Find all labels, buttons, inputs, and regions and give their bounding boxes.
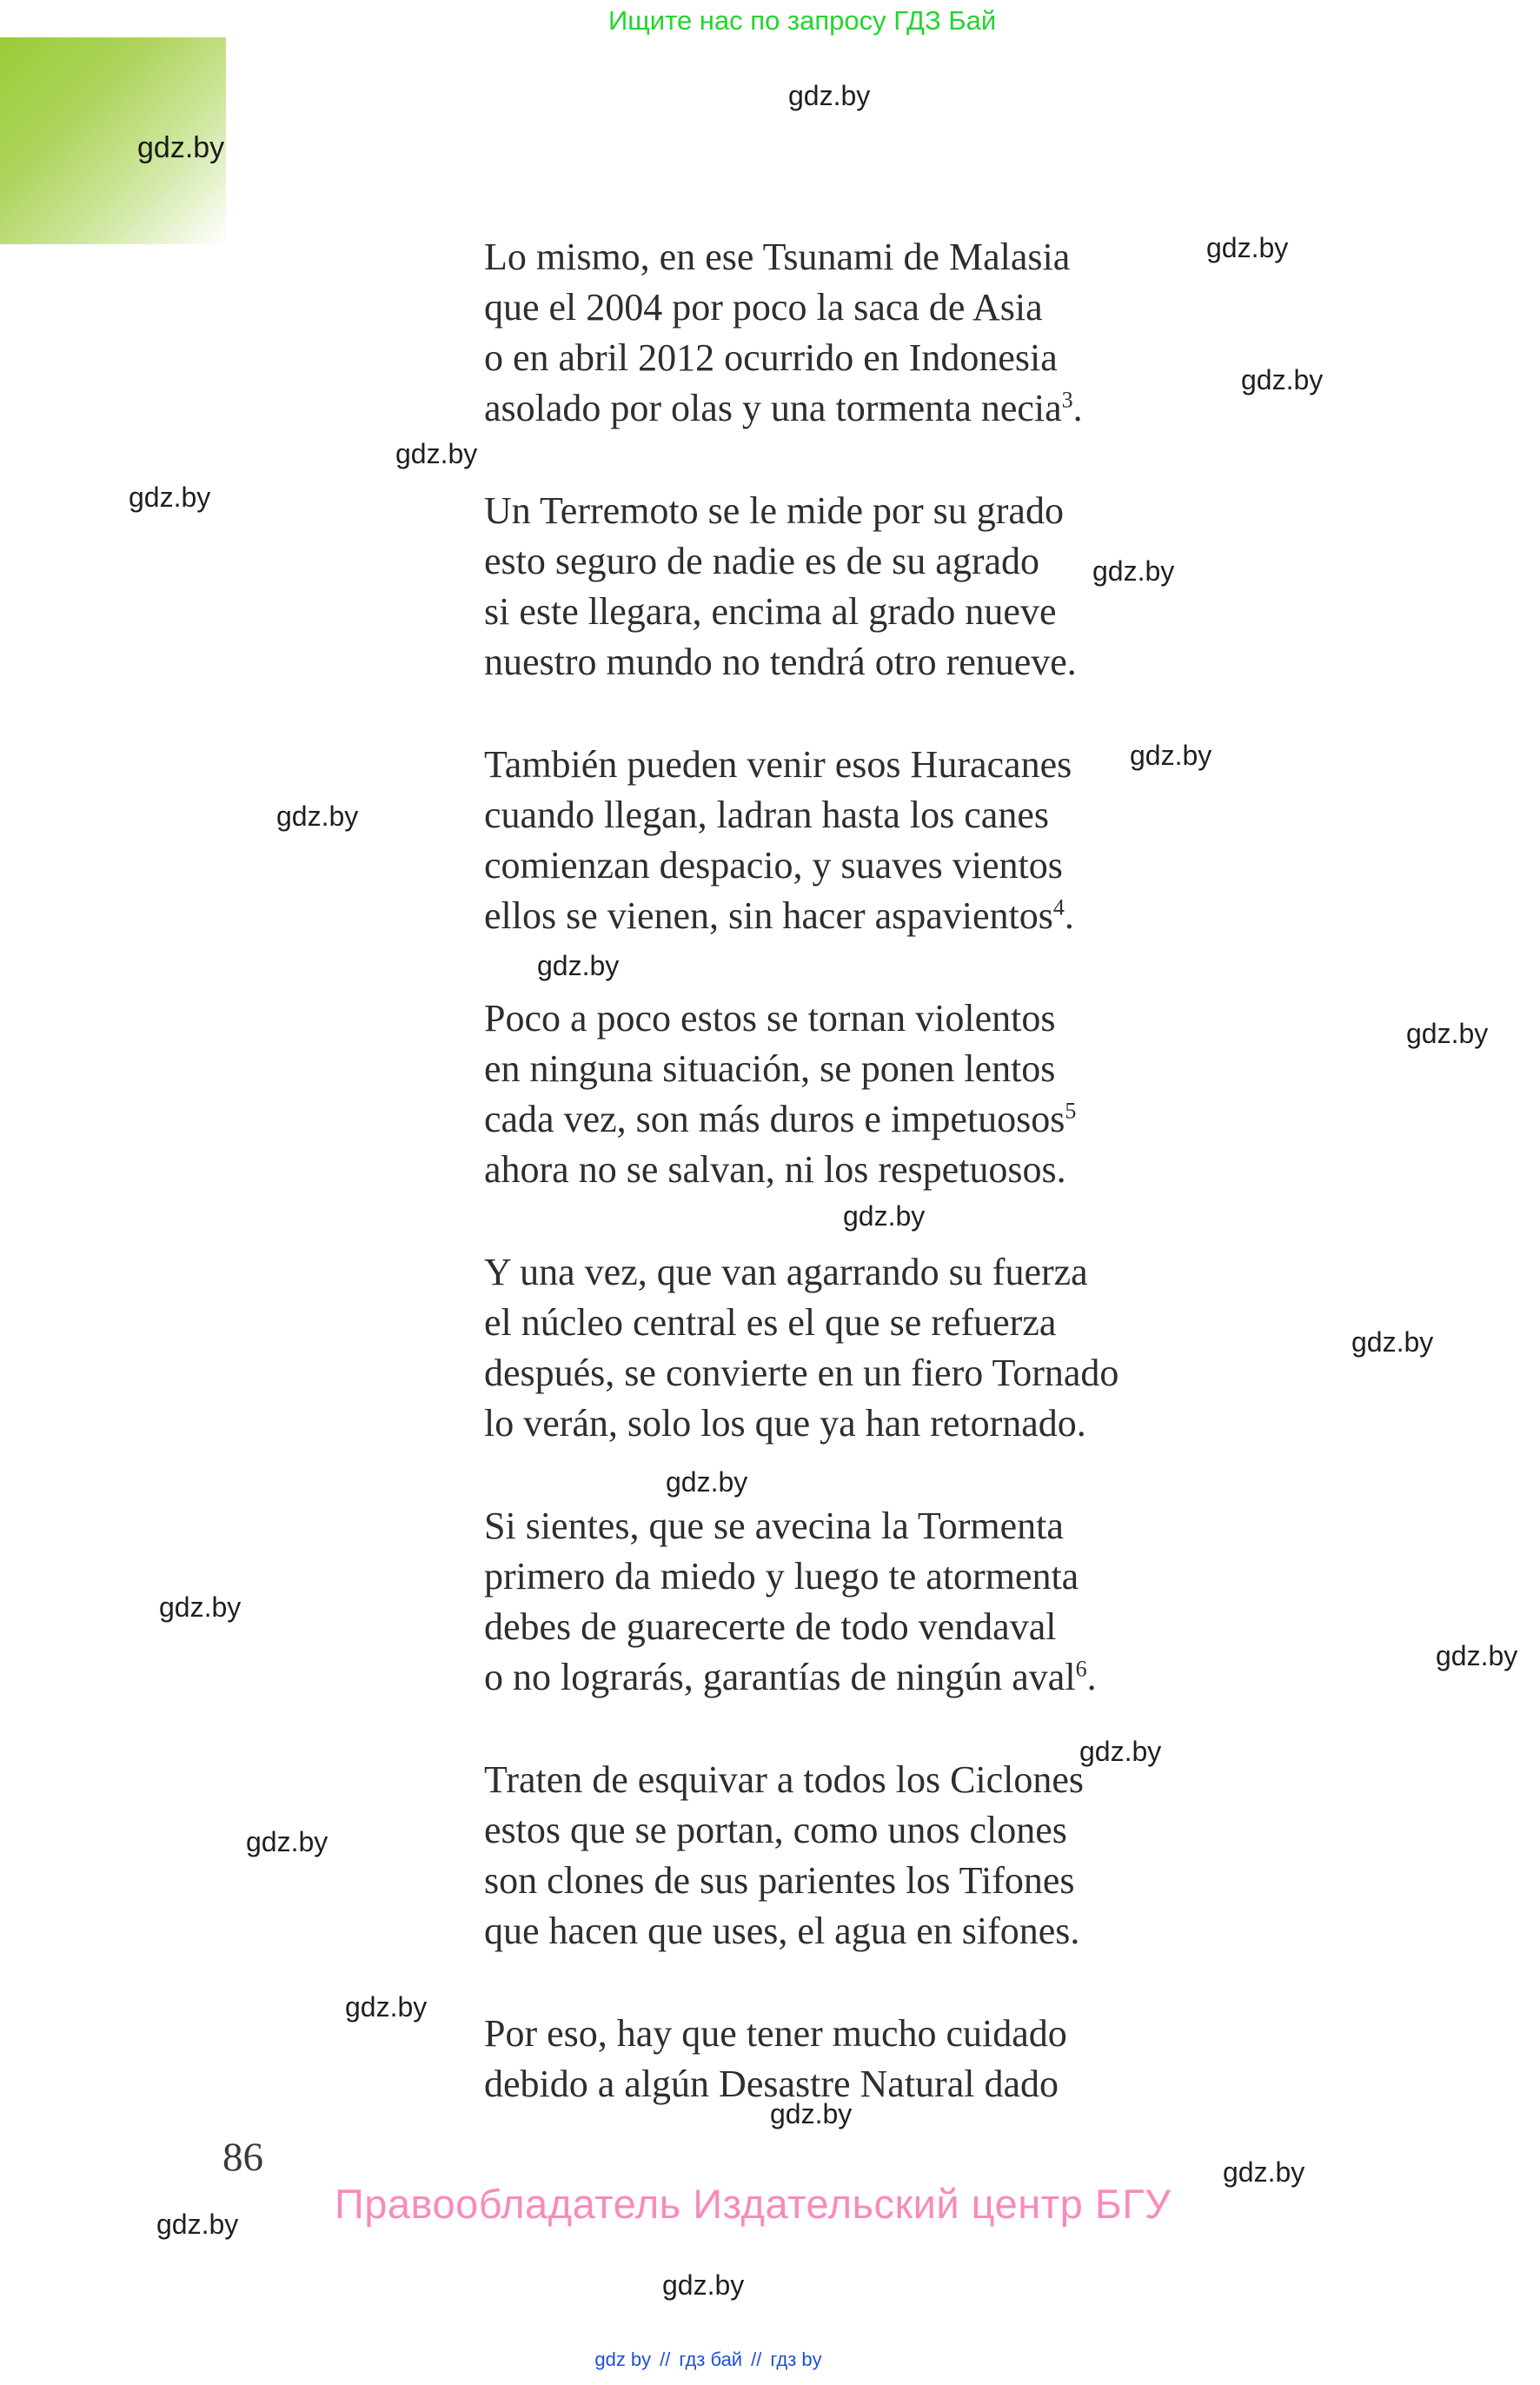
poem-line: asolado por olas y una tormenta necia$^3$. bbox=[484, 387, 1083, 429]
poem-line: Traten de esquivar a todos los Ciclones bbox=[484, 1758, 1085, 1801]
poem-stanza bbox=[484, 1247, 1118, 1449]
poem-stanza bbox=[484, 993, 1076, 1195]
footnote-ref: 5 bbox=[1065, 1098, 1077, 1124]
footnote-ref: 3 bbox=[1061, 387, 1073, 413]
gdz-watermark: gdz.by bbox=[1436, 1640, 1518, 1671]
poem-stanza bbox=[484, 1755, 1084, 1956]
poem-line: comienzan despacio, y suaves vientos bbox=[484, 844, 1063, 887]
footnote-ref: 4 bbox=[1052, 894, 1065, 920]
gdz-logo-box bbox=[0, 37, 226, 244]
gdz-watermark: gdz.by bbox=[666, 1466, 748, 1498]
gdz-watermark: gdz.by bbox=[129, 482, 211, 513]
poem-line: cuando llegan, ladran hasta los canes bbox=[484, 794, 1049, 836]
poem-line: el núcleo central es el que se refuerza bbox=[484, 1301, 1057, 1344]
poem-line: ellos se vienen, sin hacer aspavientos$^4$. bbox=[484, 894, 1074, 937]
gdz-watermark: gdz.by bbox=[843, 1200, 926, 1232]
gdz-watermark: gdz.by bbox=[1406, 1018, 1489, 1049]
gdz-watermark: gdz.by bbox=[1351, 1326, 1434, 1358]
gdz-watermark: gdz.by bbox=[156, 2209, 239, 2240]
footnote-ref: 6 bbox=[1075, 1656, 1087, 1682]
poem-line: Y una vez, que van agarrando su fuerza bbox=[484, 1251, 1088, 1293]
poem-line: nuestro mundo no tendrá otro renueve. bbox=[484, 641, 1077, 683]
poem-line: debido a algún Desastre Natural dado bbox=[484, 2063, 1059, 2105]
poem-line: que hacen que uses, el agua en sifones. bbox=[484, 1910, 1080, 1952]
poem-stanza bbox=[484, 2009, 1067, 2109]
poem-line: También pueden venir esos Huracanes bbox=[484, 743, 1072, 786]
poem-line: en ninguna situación, se ponen lentos bbox=[484, 1047, 1056, 1090]
footer-link[interactable]: gdz by bbox=[594, 2348, 652, 2370]
footer-separator: // bbox=[751, 2348, 762, 2370]
gdz-watermark: gdz.by bbox=[1223, 2156, 1305, 2188]
poem-line: debes de guarecerte de todo vendaval bbox=[484, 1605, 1057, 1648]
gdz-watermark: gdz.by bbox=[1079, 1736, 1162, 1767]
poem-line: Lo mismo, en ese Tsunami de Malasia bbox=[484, 236, 1071, 278]
poem-line: primero da miedo y luego te atormenta bbox=[484, 1555, 1079, 1598]
footer-links bbox=[548, 2348, 869, 2371]
gdz-watermark: gdz.by bbox=[662, 2269, 745, 2301]
page-number: 86 bbox=[222, 2135, 263, 2180]
poem-stanza bbox=[484, 232, 1083, 434]
footer-link[interactable]: гдз by bbox=[770, 2348, 822, 2370]
poem-line: que el 2004 por poco la saca de Asia bbox=[484, 286, 1043, 329]
gdz-watermark: gdz.by bbox=[345, 1991, 428, 2023]
poem-line: ahora no se salvan, ni los respetuosos. bbox=[484, 1148, 1066, 1191]
poem-stanza bbox=[484, 740, 1074, 941]
poem-line: Por eso, hay que tener mucho cuidado bbox=[484, 2012, 1067, 2055]
poem-line: después, se convierte en un fiero Tornado bbox=[484, 1352, 1119, 1394]
gdz-watermark: gdz.by bbox=[1241, 364, 1324, 395]
gdz-watermark: gdz.by bbox=[1206, 232, 1289, 263]
poem-stanza bbox=[484, 1501, 1097, 1703]
footer-link[interactable]: гдз бай bbox=[679, 2348, 743, 2370]
gdz-watermark: gdz.by bbox=[537, 950, 620, 981]
copyright-text: Правообладатель Издательский центр БГУ bbox=[335, 2181, 1172, 2227]
poem-line: o en abril 2012 ocurrido en Indonesia bbox=[484, 336, 1058, 379]
poem-line: o no lograrás, garantías de ningún aval$^6$. bbox=[484, 1656, 1097, 1698]
poem-line: cada vez, son más duros e impetuosos$^5$ bbox=[484, 1098, 1077, 1140]
gdz-watermark: gdz.by bbox=[788, 80, 871, 111]
gdz-watermark: gdz.by bbox=[159, 1591, 242, 1623]
footer-separator: // bbox=[660, 2348, 671, 2370]
gdz-watermark: gdz.by bbox=[1130, 740, 1212, 771]
poem-line: Un Terremoto se le mide por su grado bbox=[484, 489, 1064, 532]
gdz-watermark: gdz.by bbox=[770, 2098, 853, 2129]
poem-line: estos que se portan, como unos clones bbox=[484, 1809, 1067, 1851]
poem-stanza bbox=[484, 486, 1077, 688]
gdz-watermark: gdz.by bbox=[276, 801, 359, 832]
poem-line: esto seguro de nadie es de su agrado bbox=[484, 540, 1040, 582]
gdz-watermark: gdz.by bbox=[1092, 555, 1175, 587]
gdz-watermark: gdz.by bbox=[395, 438, 478, 469]
poem-line: Si sientes, que se avecina la Tormenta bbox=[484, 1505, 1064, 1547]
gdz-logo-label: gdz.by bbox=[137, 131, 225, 164]
poem-line: si este llegara, encima al grado nueve bbox=[484, 590, 1057, 633]
gdz-watermark: gdz.by bbox=[246, 1826, 329, 1857]
poem-line: lo verán, solo los que ya han retornado. bbox=[484, 1402, 1086, 1445]
poem-line: son clones de sus parientes los Tifones bbox=[484, 1859, 1075, 1902]
promo-header-text: Ищите нас по запросу ГДЗ Бай bbox=[608, 5, 997, 36]
poem-line: Poco a poco estos se tornan violentos bbox=[484, 997, 1056, 1040]
